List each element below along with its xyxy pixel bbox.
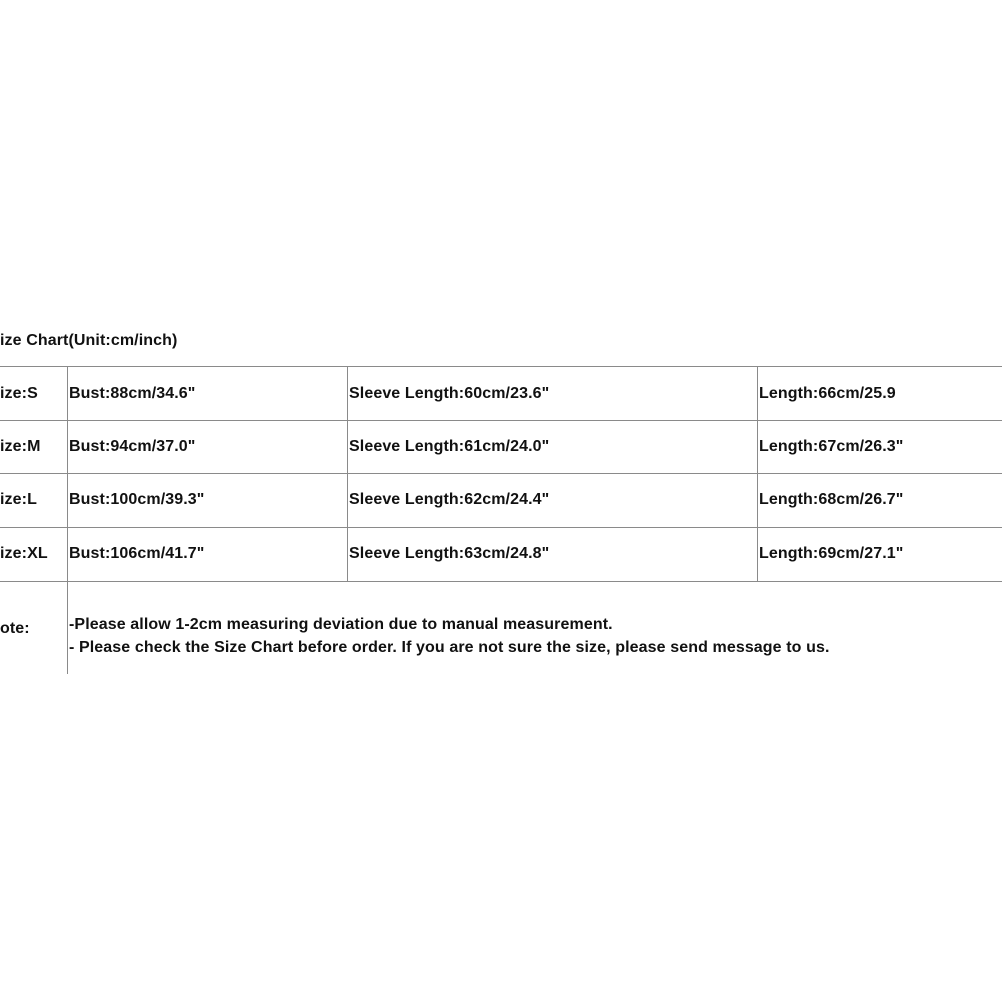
size-cell: ize:XL xyxy=(0,545,48,562)
column-divider xyxy=(347,366,348,581)
length-cell: Length:69cm/27.1" xyxy=(759,545,904,562)
sleeve-length-cell: Sleeve Length:60cm/23.6" xyxy=(349,385,550,402)
length-cell: Length:68cm/26.7" xyxy=(759,491,904,508)
column-divider xyxy=(757,366,758,581)
size-chart-title: ize Chart(Unit:cm/inch) xyxy=(0,332,178,349)
bust-cell: Bust:94cm/37.0" xyxy=(69,438,196,455)
bust-cell: Bust:100cm/39.3" xyxy=(69,491,205,508)
note-label: ote: xyxy=(0,620,30,637)
size-cell: ize:S xyxy=(0,385,38,402)
size-cell: ize:L xyxy=(0,491,37,508)
row-divider xyxy=(0,527,1002,528)
length-cell: Length:67cm/26.3" xyxy=(759,438,904,455)
note-line: -Please allow 1-2cm measuring deviation due to manual measurement. xyxy=(69,616,613,633)
sleeve-length-cell: Sleeve Length:61cm/24.0" xyxy=(349,438,550,455)
row-divider xyxy=(0,581,1002,582)
bust-cell: Bust:106cm/41.7" xyxy=(69,545,205,562)
size-cell: ize:M xyxy=(0,438,41,455)
bust-cell: Bust:88cm/34.6" xyxy=(69,385,196,402)
sleeve-length-cell: Sleeve Length:62cm/24.4" xyxy=(349,491,550,508)
length-cell: Length:66cm/25.9 xyxy=(759,385,896,402)
table-border-top xyxy=(0,366,1002,367)
note-line: - Please check the Size Chart before order. If you are not sure the size, please send message to us. xyxy=(69,639,830,656)
row-divider xyxy=(0,473,1002,474)
row-divider xyxy=(0,420,1002,421)
sleeve-length-cell: Sleeve Length:63cm/24.8" xyxy=(349,545,550,562)
column-divider xyxy=(67,366,68,674)
